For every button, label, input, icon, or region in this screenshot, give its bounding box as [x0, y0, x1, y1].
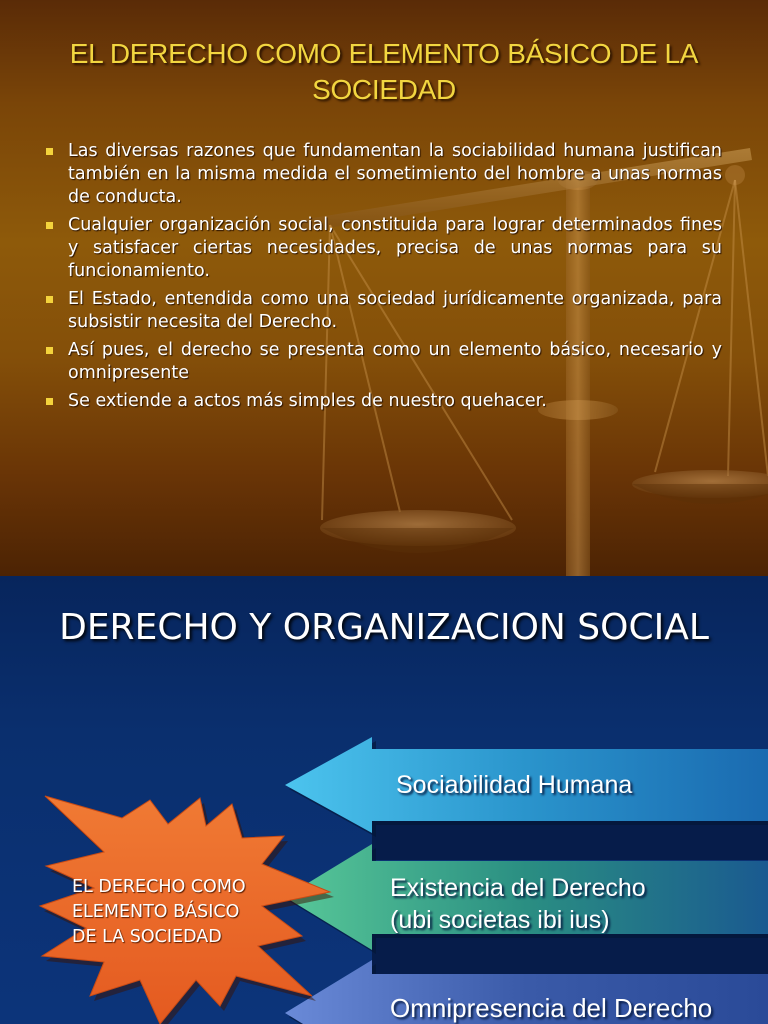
square-bullet-icon [46, 222, 53, 229]
bullet-item [46, 214, 722, 283]
connector-band [372, 820, 768, 860]
star-label [72, 875, 302, 950]
connector-band [372, 934, 768, 974]
bullet-text: El Estado, entendida como una sociedad jurídicamente organizada, para subsistir necesita del Derecho. [68, 289, 722, 332]
bullet-text: Así pues, el derecho se presenta como un elemento básico, necesario y omnipresente [68, 340, 722, 383]
arrow-label-line: Existencia del Derecho [390, 874, 646, 902]
arrow-label-line: Omnipresencia del Derecho [390, 993, 713, 1023]
bullet-text: Se extiende a actos más simples de nuestro quehacer. [68, 391, 547, 411]
bullet-item [46, 140, 722, 209]
bullet-item [46, 390, 722, 413]
bullet-text: Las diversas razones que fundamentan la sociabilidad humana justifican también en la misma medida el sometimiento del hombre a unas normas de conducta. [68, 141, 722, 207]
slide-2 [0, 576, 768, 1024]
star-label-line: DE LA SOCIEDAD [72, 927, 222, 947]
slide-1-title: EL DERECHO COMO ELEMENTO BÁSICO DE LA SOCIEDAD [69, 38, 699, 105]
arrow-label-line: (ubi societas ibi ius) [390, 906, 610, 934]
star-label-line: ELEMENTO BÁSICO [72, 902, 240, 922]
square-bullet-icon [46, 148, 53, 155]
arrow-label-omnipresencia [390, 992, 712, 1024]
star-label-line: EL DERECHO COMO [72, 877, 246, 897]
arrow-label-line: Sociabilidad Humana [396, 771, 633, 799]
square-bullet-icon [46, 347, 53, 354]
bullet-text: Cualquier organización social, constituida para lograr determinados fines y satisfacer ciertas necesidades, precisa de unas normas para su funcionamiento. [68, 215, 722, 281]
slide-2-title: DERECHO Y ORGANIZACION SOCIAL [59, 607, 709, 648]
arrow-label-sociabilidad [396, 769, 632, 801]
square-bullet-icon [46, 398, 53, 405]
arrow-label-existencia [390, 872, 646, 936]
bullet-item [46, 339, 722, 385]
bullet-list [46, 140, 722, 418]
square-bullet-icon [46, 296, 53, 303]
bullet-item [46, 288, 722, 334]
concept-diagram [0, 576, 768, 1024]
